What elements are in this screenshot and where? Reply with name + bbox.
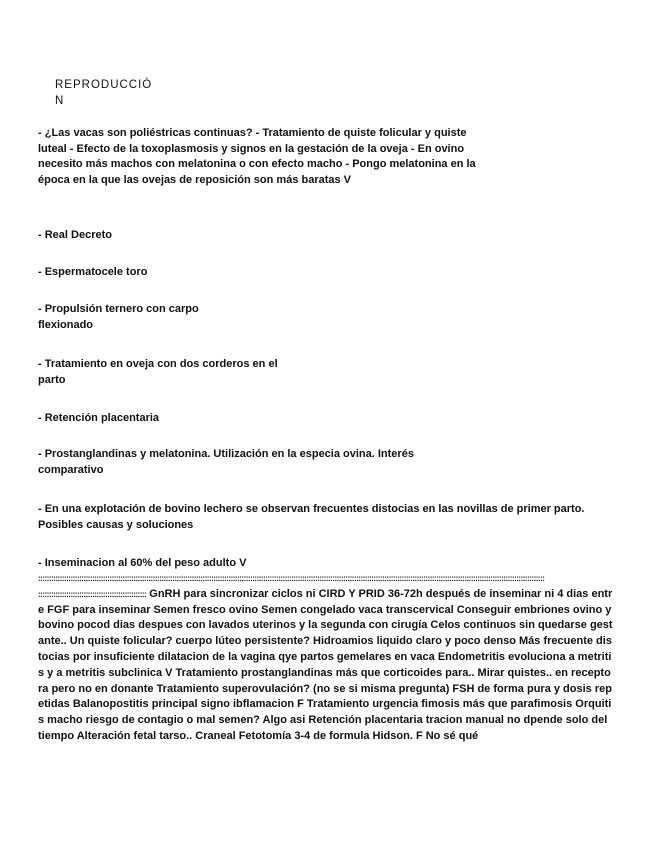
question-item: - Real Decreto [38,229,112,241]
notes-block [38,571,613,745]
separator-line: :::::::::::::::::::::::::::::::::::::::::::::::::::::::::::::::::::::::::::::::::::::::::::::::::::::::::::::::::::::::::::::::::::::::::::::::::::::::::::::::::::::::::::::::::::::::::::::::::::::::::::::::::::::::::::::::::::::::::: [38,574,545,583]
question-item: - Tratamiento en oveja con dos corderos en el parto [38,358,278,386]
separator-lead: :::::::::::::::::::::::::::::::::::::::::::::::::: [38,589,147,599]
notes-text: GnRH para sincronizar ciclos ni CIRD Y PRID 36-72h después de inseminar ni 4 dias entre FGF para inseminar Semen fresco ovino Semen congelado vaca transcervical Conseguir embriones ovino y bovino pocod dias despues con lavados uterinos y la segunda con cirugía Celos continuos sin quedarse gestante.. Un quiste folicular? cuerpo lúteo persistente? Hidroamios liquido claro y poco denso Más frecuente distocias por insuficiente dilatacion de la vagina qye partos gemelares en vaca Endometritis evoluciona a metritis y a metritis subclinica V Tratamiento prostanglandinas más que corticoides para.. Mirar quistes.. en receptora pero no en donante Tratamiento superovulación? (no se si misma pregunta) FSH de forma pura y dosis repetidas Balanopostitis principal signo ibflamacion F Tratamiento urgencia fimosis más que parafimosis Orquitis macho riesgo de contagio o mal semen? Algo asi Retención placentaria tracion manual no dpende solo del tiempo Alteración fetal tarso.. Craneal Fetotomía 3-4 de formula Hidson. F No sé qué [38,587,613,742]
question-item: - En una explotación de bovino lechero se observan frecuentes distocias en las novillas de primer parto. Posibles causas y soluciones [38,503,585,531]
question-item: - Inseminacion al 60% del peso adulto V [38,557,247,569]
document-title: REPRODUCCIÓN [55,79,153,107]
question-item: - Propulsión ternero con carpo flexionado [38,303,199,331]
question-item: - Prostanglandinas y melatonina. Utilización en la especia ovina. Interés comparativo [38,448,414,476]
question-item: - Espermatocele toro [38,266,148,278]
question-item: - ¿Las vacas son poliéstricas continuas? - Tratamiento de quiste folicular y quiste luteal - Efecto de la toxoplasmosis y signos en la gestación de la oveja - En ovino necesito más machos con melatonina o con efecto macho - Pongo melatonina en la época en la que las ovejas de reposición son más baratas V [38,127,476,186]
question-item: - Retención placentaria [38,412,160,424]
